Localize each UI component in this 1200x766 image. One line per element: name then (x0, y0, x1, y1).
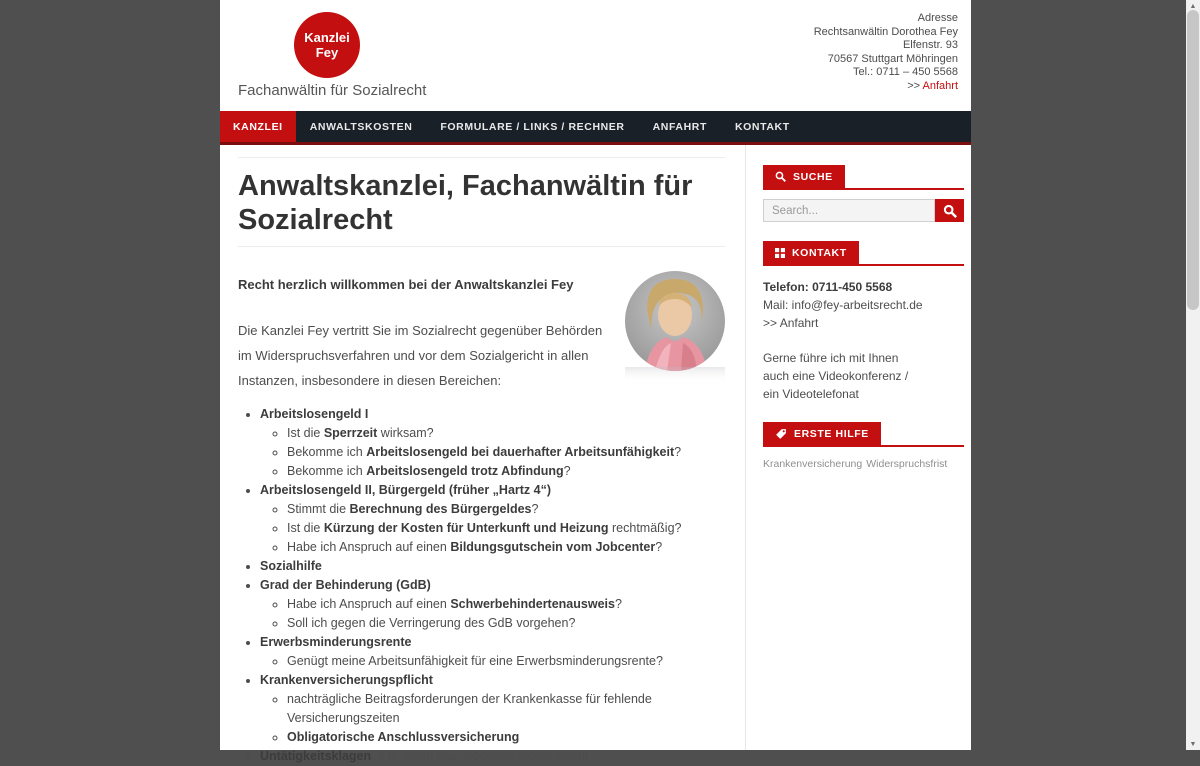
subtopic-item: ◦ Habe ich Anspruch auf einen Bildungsgutschein vom Jobcenter? (287, 538, 725, 557)
mail-link[interactable]: info@fey-arbeitsrecht.de (791, 298, 923, 312)
topic-item: • Erwerbsminderungsrente ◦ Genügt meine Arbeitsunfähigkeit für eine Erwerbsminderungsrente? (260, 633, 725, 671)
main-column (220, 145, 746, 763)
kontakt-telefon: Telefon: 0711-450 5568 (763, 280, 893, 294)
address-name: Rechtsanwältin Dorothea Fey (813, 25, 958, 38)
video-note: Gerne führe ich mit Ihnen auch eine Videokonferenz / ein Videotelefonat (763, 351, 909, 401)
scrollbar-down-arrow[interactable]: ▼ (1189, 740, 1197, 748)
topic-item: • Sozialhilfe (260, 557, 725, 576)
search-form (763, 199, 964, 222)
subtopics-list (260, 595, 725, 633)
page-header (238, 157, 725, 247)
subtopic-item: ◦ Ist die Kürzung der Kosten für Unterkunft und Heizung rechtmäßig? (287, 519, 725, 538)
grid-icon (775, 248, 785, 258)
address-block (814, 12, 958, 93)
welcome-line: Recht herzlich willkommen bei der Anwaltskanzlei Fey (238, 277, 574, 292)
topic-item: • Krankenversicherungspflicht ◦ nachträgliche Beitragsforderungen der Krankenkasse für fehlende Versicherungszeiten ◦ Obligatorische Anschlussversicherung (260, 671, 725, 747)
subtopics-list (260, 690, 725, 747)
sidebar (746, 145, 981, 750)
subtopic-item: ◦ Soll ich gegen die Verringerung des GdB vorgehen? (287, 614, 725, 633)
page-title: Anwaltskanzlei, Fachanwältin für Sozialrecht (238, 170, 693, 236)
nav-item-anwaltskosten[interactable]: ANWALTSKOSTEN (309, 120, 413, 133)
portrait-photo (625, 271, 725, 383)
topic-item: • Arbeitslosengeld I ◦ Ist die Sperrzeit wirksam? ◦ Bekomme ich Arbeitslosengeld bei dauerhafter Arbeitsunfähigkeit? ◦ Bekomme ich Arbeitslosengeld trotz Abfindung? (260, 405, 725, 481)
search-widget-head (763, 165, 964, 190)
erste-hilfe-tags (763, 458, 964, 470)
tag-link[interactable]: Widerspruchsfrist (866, 458, 948, 470)
kontakt-widget-title: KONTAKT (792, 246, 847, 259)
search-widget-tab (763, 165, 845, 188)
erste-hilfe-widget-head (763, 422, 964, 447)
nav-item-kontakt[interactable]: KONTAKT (734, 120, 790, 133)
address-city: 70567 Stuttgart Möhringen (827, 52, 958, 65)
topics-list (238, 405, 725, 766)
intro-paragraph: Die Kanzlei Fey vertritt Sie im Sozialrecht gegenüber Behörden im Widerspruchsverfahren und vor dem Sozialgericht in allen Instanzen, insbesondere in diesen Bereichen: (238, 323, 603, 388)
erste-hilfe-widget (763, 422, 964, 470)
search-widget (763, 165, 964, 222)
tag-icon (775, 428, 787, 440)
nav-item-formulare-links-rechner[interactable]: FORMULARE / LINKS / RECHNER (440, 120, 625, 133)
site-page (220, 0, 971, 763)
subtopic-item: ◦ Stimmt die Berechnung des Bürgergeldes? (287, 500, 725, 519)
scrollbar-track[interactable] (1186, 0, 1200, 750)
kontakt-widget-head (763, 241, 964, 266)
site-header (220, 0, 971, 111)
subtopic-item: ◦ Genügt meine Arbeitsunfähigkeit für eine Erwerbsminderungsrente? (287, 652, 725, 671)
topic-item: • Arbeitslosengeld II, Bürgergeld (früher „Hartz 4“) ◦ Stimmt die Berechnung des Bürgergeldes? ◦ Ist die Kürzung der Kosten für Unterkunft und Heizung rechtmäßig? ◦ Habe ich Anspruch auf einen Bildungsgutschein vom Jobcenter? (260, 481, 725, 557)
anfahrt-prefix: >> (907, 79, 923, 92)
logo-line2: Fey (315, 45, 339, 60)
kontakt-anfahrt-line (763, 314, 964, 332)
sidebar-anfahrt-link[interactable]: >> Anfahrt (763, 316, 819, 330)
mail-prefix: Mail: (763, 298, 792, 312)
subtopic-item: ◦ Habe ich Anspruch auf einen Schwerbehindertenausweis? (287, 595, 725, 614)
subtopic-item: ◦ Bekomme ich Arbeitslosengeld trotz Abfindung? (287, 462, 725, 481)
erste-hilfe-widget-tab (763, 422, 881, 445)
kanzlei-fey-logo[interactable] (294, 12, 360, 78)
scrollbar-up-arrow[interactable]: ▲ (1189, 2, 1197, 10)
search-icon (943, 204, 957, 218)
anfahrt-link[interactable]: Anfahrt (922, 79, 958, 92)
kontakt-body (763, 278, 964, 403)
search-icon (775, 171, 786, 182)
address-street: Elfenstr. 93 (902, 39, 958, 51)
content-area (220, 145, 971, 763)
topic-item: • Grad der Behinderung (GdB) ◦ Habe ich Anspruch auf einen Schwerbehindertenausweis? ◦ Soll ich gegen die Verringerung des GdB vorgehen? (260, 576, 725, 633)
subtopics-list (260, 500, 725, 557)
search-submit-button[interactable] (935, 199, 964, 222)
address-label: Adresse (917, 12, 958, 24)
subtopic-item: ◦ Obligatorische Anschlussversicherung (287, 728, 725, 747)
kontakt-mail-line (763, 296, 964, 314)
address-anfahrt-line (814, 80, 958, 94)
scrollbar-thumb[interactable] (1187, 10, 1199, 310)
topic-item: • Untätigkeitsklagen, z.B. wenn das Jobcenter nichts macht (260, 747, 725, 766)
main-nav (220, 111, 971, 142)
search-widget-title: SUCHE (793, 170, 833, 183)
tag-link[interactable]: Krankenversicherung (763, 458, 863, 470)
subtopics-list (260, 652, 725, 671)
nav-item-kanzlei[interactable]: KANZLEI (220, 111, 296, 142)
erste-hilfe-widget-title: ERSTE HILFE (794, 427, 869, 440)
address-tel: Tel.: 0711 – 450 5568 (853, 66, 958, 78)
nav-item-anfahrt[interactable]: ANFAHRT (652, 120, 707, 133)
site-tagline: Fachanwältin für Sozialrecht (238, 82, 427, 99)
logo-line1: Kanzlei (304, 30, 350, 45)
subtopics-list (260, 424, 725, 481)
subtopic-item: ◦ Ist die Sperrzeit wirksam? (287, 424, 725, 443)
subtopic-item: ◦ Bekomme ich Arbeitslosengeld bei dauerhafter Arbeitsunfähigkeit? (287, 443, 725, 462)
kontakt-widget-tab (763, 241, 859, 264)
search-input[interactable] (763, 199, 935, 222)
kontakt-widget (763, 241, 964, 403)
subtopic-item: ◦ nachträgliche Beitragsforderungen der Krankenkasse für fehlende Versicherungszeiten (287, 690, 725, 728)
